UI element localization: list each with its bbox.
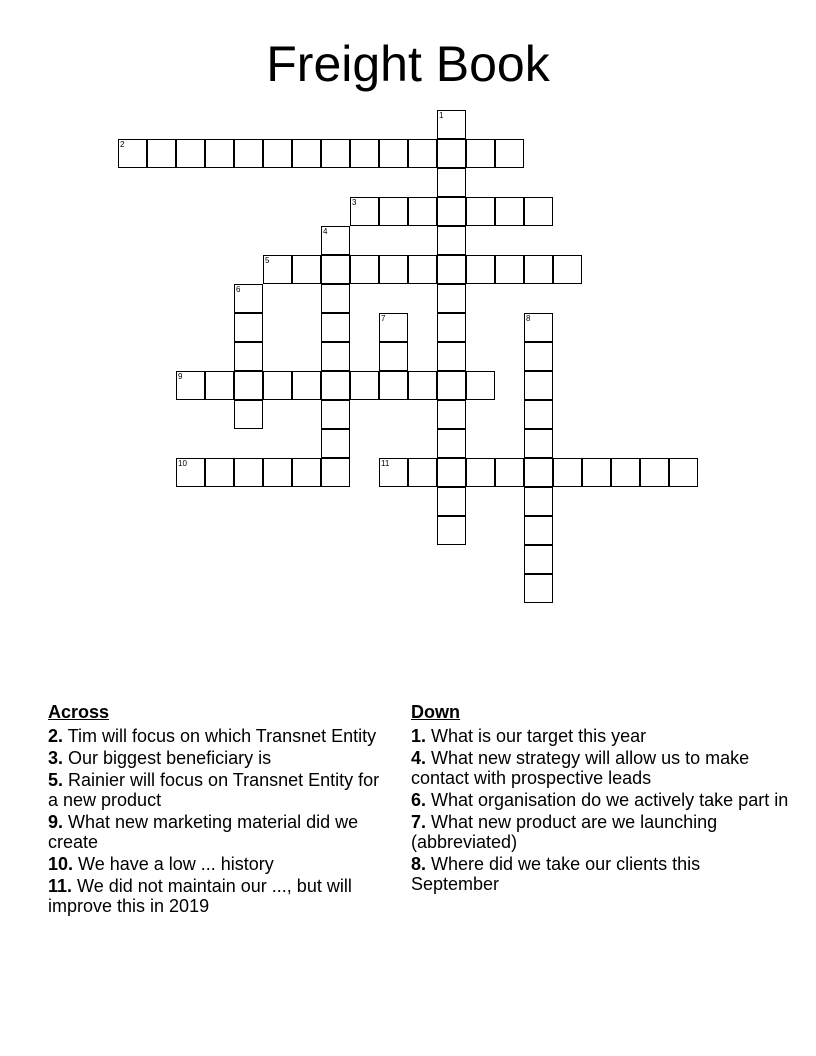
across-clues [48,702,388,918]
grid-cell[interactable] [408,255,437,284]
grid-cell[interactable] [466,197,495,226]
grid-cell[interactable] [437,342,466,371]
grid-cell[interactable] [495,458,524,487]
grid-cell[interactable] [437,313,466,342]
grid-cell[interactable] [437,516,466,545]
clue-number: 9 [178,372,183,381]
clue-number: 7 [381,314,386,323]
puzzle-title: Freight Book [266,36,550,92]
grid-cell[interactable] [437,197,466,226]
clue-across: 5. Rainier will focus on Transnet Entity for a new product [48,770,380,810]
grid-cell[interactable] [437,139,466,168]
grid-cell[interactable] [669,458,698,487]
grid-cell[interactable] [205,458,234,487]
grid-cell[interactable] [350,371,379,400]
clue-number: 10 [178,459,187,468]
grid-cell[interactable] [524,313,553,342]
grid-cell[interactable] [524,429,553,458]
grid-cell[interactable] [553,255,582,284]
clue-number: 6 [236,285,241,294]
grid-cell[interactable] [234,139,263,168]
grid-cell[interactable] [379,458,408,487]
clue-number: 11 [381,459,390,468]
grid-cell[interactable] [234,284,263,313]
grid-cell[interactable] [524,197,553,226]
grid-cell[interactable] [234,400,263,429]
grid-cell[interactable] [437,168,466,197]
grid-cell[interactable] [495,139,524,168]
grid-cell[interactable] [321,255,350,284]
grid-cell[interactable] [205,139,234,168]
clue-number: 8 [526,314,531,323]
grid-cell[interactable] [408,139,437,168]
clue-number: 2 [120,140,125,149]
grid-cell[interactable] [350,139,379,168]
clue-across: 2. Tim will focus on which Transnet Entity [48,726,377,746]
grid-cell[interactable] [176,139,205,168]
grid-cell[interactable] [495,197,524,226]
grid-cell[interactable] [292,371,321,400]
grid-cell[interactable] [292,255,321,284]
grid-cell[interactable] [118,139,147,168]
grid-cell[interactable] [321,342,350,371]
clue-across: 11. We did not maintain our ..., but will improve this in 2019 [48,876,352,916]
clue-across: 10. We have a low ... history [48,854,274,874]
grid-cell[interactable] [408,197,437,226]
grid-cell[interactable] [176,371,205,400]
grid-cell[interactable] [321,313,350,342]
grid-cell[interactable] [321,458,350,487]
clue-down: 1. What is our target this year [411,726,647,746]
grid-cell[interactable] [524,400,553,429]
grid-cell[interactable] [321,284,350,313]
grid-cell[interactable] [437,487,466,516]
clue-down: 8. Where did we take our clients this September [411,854,701,894]
clue-across: 3. Our biggest beneficiary is [48,748,272,768]
clue-down: 6. What organisation do we actively take part in [411,790,789,810]
clue-across: 9. What new marketing material did we create [48,812,359,852]
grid-cell[interactable] [321,371,350,400]
grid-cell[interactable] [553,458,582,487]
grid-cell[interactable] [524,255,553,284]
grid-cell[interactable] [524,487,553,516]
grid-cell[interactable] [437,284,466,313]
grid-cell[interactable] [437,400,466,429]
grid-cell[interactable] [321,139,350,168]
grid-cell[interactable] [640,458,669,487]
grid-cell[interactable] [350,255,379,284]
grid-cell[interactable] [379,255,408,284]
grid-cell[interactable] [234,458,263,487]
grid-cell[interactable] [379,371,408,400]
down-heading: Down [411,702,460,722]
grid-cell[interactable] [466,371,495,400]
grid-cell[interactable] [524,516,553,545]
grid-cell[interactable] [582,458,611,487]
clue-number: 5 [265,256,270,265]
grid-cell[interactable] [437,429,466,458]
grid-cell[interactable] [437,110,466,139]
grid-cell[interactable] [234,371,263,400]
grid-cell[interactable] [350,197,379,226]
clue-down: 7. What new product are we launching (abbreviated) [411,812,718,852]
grid-cell[interactable] [292,139,321,168]
grid-cell[interactable] [292,458,321,487]
grid-cell[interactable] [524,371,553,400]
grid-cell[interactable] [408,371,437,400]
grid-cell[interactable] [263,255,292,284]
grid-cell[interactable] [524,458,553,487]
grid-cell[interactable] [263,371,292,400]
grid-cell[interactable] [176,458,205,487]
grid-cell[interactable] [321,400,350,429]
clue-number: 3 [352,198,357,207]
grid-cell[interactable] [321,226,350,255]
grid-cell[interactable] [408,458,437,487]
clue-number: 1 [439,111,444,120]
grid-cell[interactable] [611,458,640,487]
clue-down: 4. What new strategy will allow us to make contact with prospective leads [411,748,750,788]
grid-cell[interactable] [495,255,524,284]
grid-cell[interactable] [524,545,553,574]
grid-cell[interactable] [234,313,263,342]
grid-cell[interactable] [234,342,263,371]
grid-cell[interactable] [524,342,553,371]
grid-cell[interactable] [263,139,292,168]
grid-cell[interactable] [205,371,234,400]
grid-cell[interactable] [437,371,466,400]
grid-cell[interactable] [466,458,495,487]
grid-cell[interactable] [466,255,495,284]
grid-cell[interactable] [437,226,466,255]
grid-cell[interactable] [147,139,176,168]
grid-cell[interactable] [263,458,292,487]
grid-cell[interactable] [466,139,495,168]
grid-cell[interactable] [379,197,408,226]
across-heading: Across [48,702,110,722]
grid-cell[interactable] [437,255,466,284]
grid-cell[interactable] [437,458,466,487]
grid-cell[interactable] [379,313,408,342]
grid-cell[interactable] [379,342,408,371]
grid-cell[interactable] [524,574,553,603]
down-clues [411,702,791,896]
grid-cell[interactable] [379,139,408,168]
clue-number: 4 [323,227,328,236]
grid-cell[interactable] [321,429,350,458]
